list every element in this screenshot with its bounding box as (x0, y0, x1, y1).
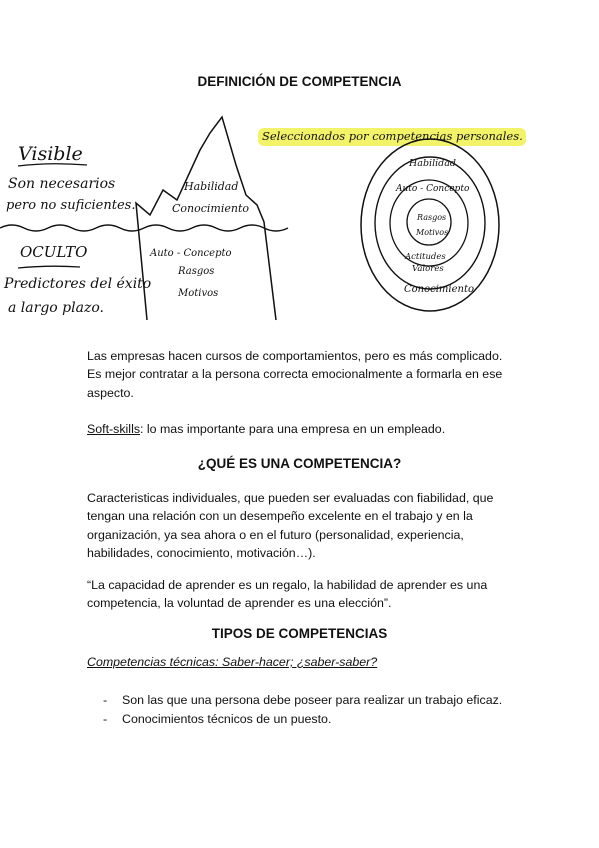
list-item: - Son las que una persona debe poseer para realizar un trabajo eficaz. (100, 691, 502, 710)
softskills-text: : lo mas importante para una empresa en un empleado. (140, 422, 446, 436)
circle-values: Valores (412, 264, 444, 274)
iceberg-knowledge: Conocimiento (172, 202, 250, 215)
intro-paragraph: Las empresas hacen cursos de comportamientos, pero es más complicado. Es mejor contratar a la persona correcta emocionalmente a formarla en ese aspecto. (87, 349, 503, 400)
oculto-underline (18, 266, 80, 268)
oculto-note-line1: Predictores del éxito (4, 276, 152, 292)
iceberg-motives: Motivos (178, 288, 219, 299)
oculto-label: OCULTO (20, 243, 88, 261)
circle-attitudes: Actitudes (405, 252, 446, 262)
oculto-note-line2: a largo plazo. (8, 300, 104, 316)
circle-traits: Rasgos (417, 213, 447, 222)
technical-competences-subheading: Competencias técnicas: Saber-hacer; ¿saber-saber? (87, 655, 378, 669)
page-title: DEFINICIÓN DE COMPETENCIA (197, 74, 402, 89)
visible-label: Visible (18, 143, 83, 165)
section-competence-types: TIPOS DE COMPETENCIAS (211, 626, 388, 641)
softskills-paragraph (87, 420, 517, 438)
iceberg-skill: Habilidad (184, 180, 239, 193)
highlighted-note: Seleccionados por competencias personales. (262, 129, 523, 143)
circle-knowledge: Conocimiento (404, 284, 475, 295)
core-circle (407, 199, 451, 245)
visible-note-line2: pero no suficientes. (6, 198, 136, 213)
section-what-is-competence: ¿QUÉ ES UNA COMPETENCIA? (197, 456, 402, 471)
water-line (0, 225, 288, 231)
quote-paragraph: “La capacidad de aprender es un regalo, la habilidad de aprender es una competencia, la voluntad de aprender es una elección”. (87, 578, 488, 611)
bullet-list (100, 691, 502, 729)
list-item: - Conocimientos técnicos de un puesto. (100, 710, 502, 729)
circle-self-concept: Auto - Concepto (396, 184, 470, 194)
softskills-term: Soft-skills (87, 422, 141, 436)
iceberg-traits: Rasgos (178, 266, 215, 277)
circle-skill: Habilidad (409, 158, 456, 169)
circle-motives: Motivos (416, 228, 449, 237)
definition-paragraph: Caracteristicas individuales, que pueden ser evaluadas con fiabilidad, que tengan una relación con un desempeño excelente en el trabajo y en la organización, ya sea ahora o en el futuro (personalidad, experiencia, habilidades, conocimiento, motivación…). (87, 491, 494, 560)
iceberg-self-concept: Auto - Concepto (150, 248, 232, 259)
visible-note-line1: Son necesarios (8, 176, 116, 192)
